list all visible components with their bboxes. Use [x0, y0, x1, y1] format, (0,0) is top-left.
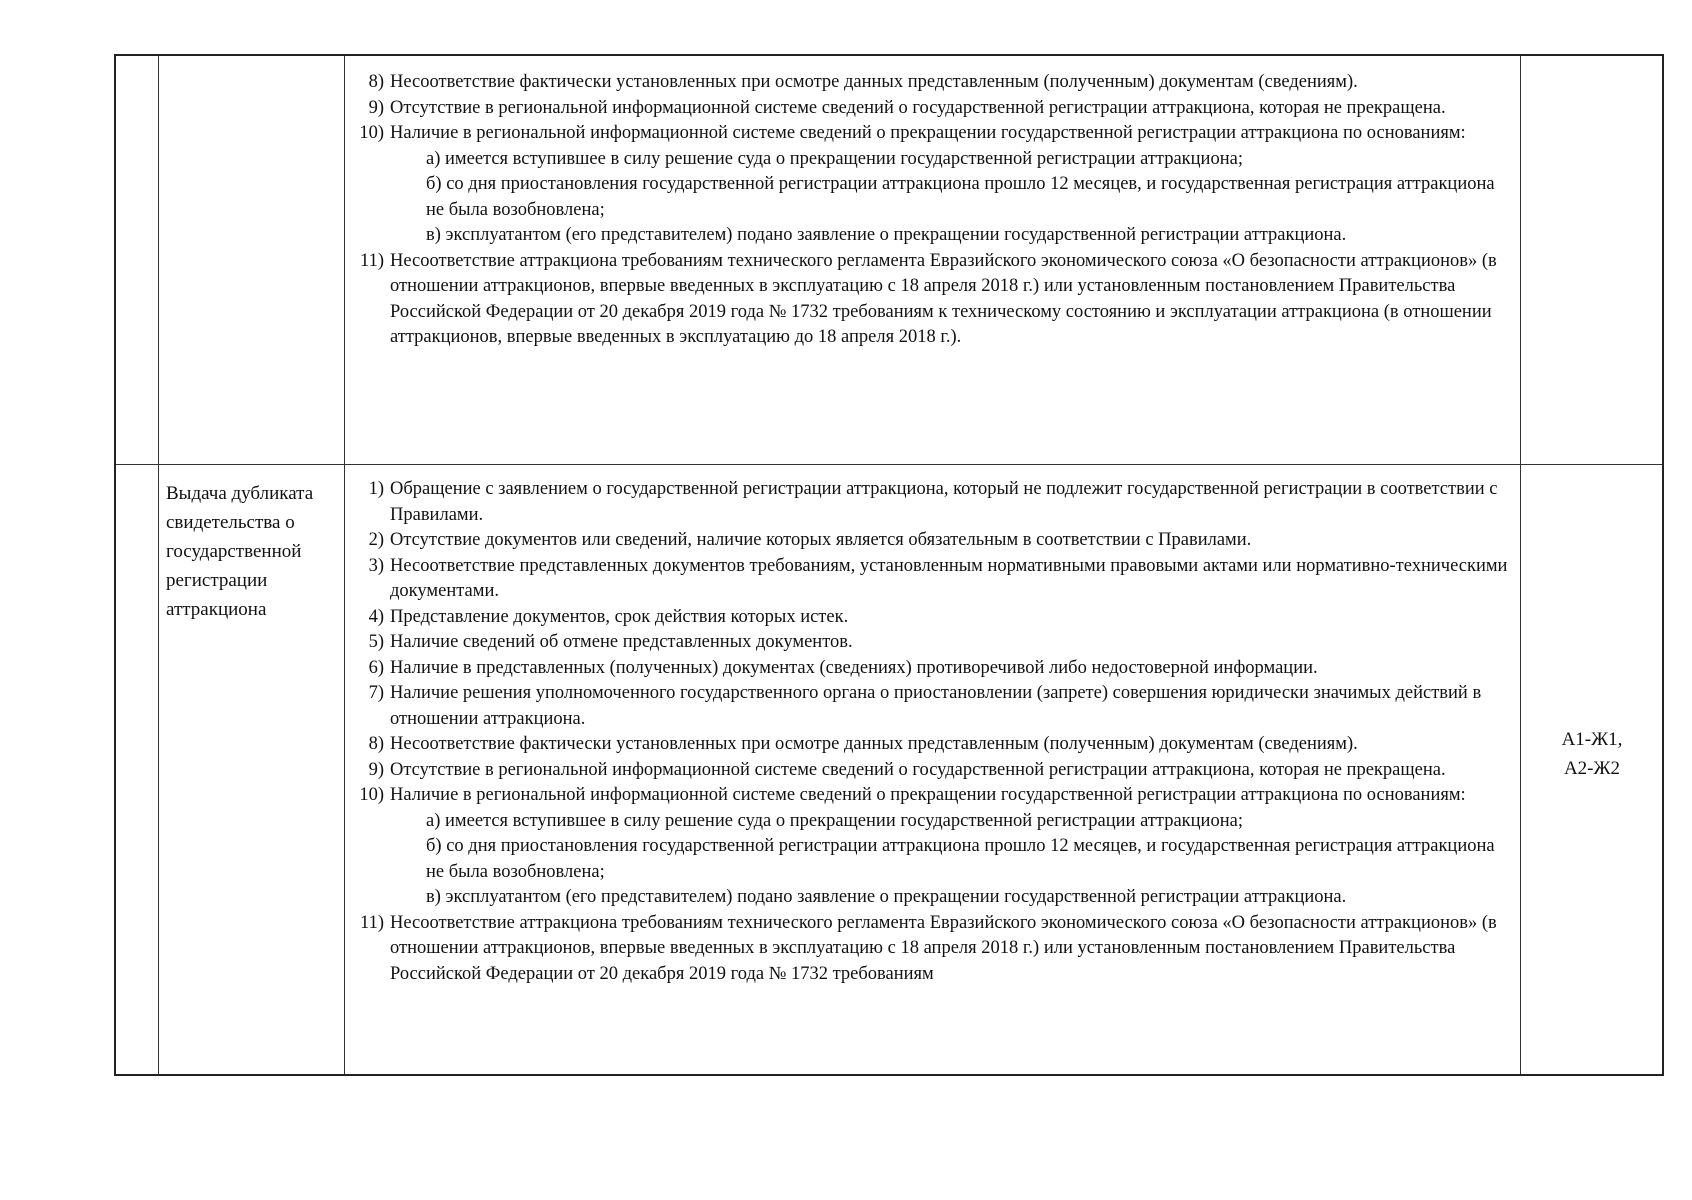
list-item — [354, 528, 1514, 554]
table-row — [116, 465, 1662, 1074]
list-item — [354, 911, 1514, 988]
list-item — [354, 477, 1514, 528]
list-item — [354, 554, 1514, 605]
list-item — [354, 681, 1514, 732]
list-item — [354, 121, 1514, 249]
item-number: 2) — [368, 530, 384, 550]
code-cell: А1-Ж1, А2-Ж2 — [1561, 729, 1623, 779]
item-number: 9) — [368, 97, 384, 118]
item-text: Наличие сведений об отмене представленных документов. — [390, 632, 853, 652]
item-number: 6) — [368, 657, 384, 678]
table-row — [116, 56, 1662, 465]
item-text: Несоответствие фактически установленных при осмотре данных представленным (полученным) документам (сведениям). — [390, 72, 1358, 92]
list-item — [354, 656, 1514, 682]
item-number: 4) — [368, 606, 384, 627]
item-number: 10) — [359, 785, 384, 805]
sub-item-text: б) со дня приостановления государственной регистрации аттракциона прошло 12 месяцев, и государственная регистрация аттракциона не была возобновлена; — [426, 174, 1495, 220]
item-number: 10) — [359, 123, 384, 143]
item-number: 7) — [368, 683, 384, 703]
list-item — [354, 630, 1514, 656]
list-item — [354, 783, 1514, 911]
item-number: 1) — [368, 479, 384, 499]
item-text: Отсутствие в региональной информационной системе сведений о государственной регистрации аттракциона, которая не прекращена. — [390, 97, 1446, 118]
item-text: Наличие в региональной информационной системе сведений о прекращении государственной регистрации аттракциона по основаниям: — [390, 123, 1466, 143]
item-text: Наличие решения уполномоченного государственного органа о приостановлении (запрете) совершения юридически значимых действий в отношении аттракциона. — [390, 683, 1482, 729]
item-text: Представление документов, срок действия которых истек. — [390, 606, 849, 627]
item-text: Обращение с заявлением о государственной регистрации аттракциона, который не подлежит государственной регистрации в соответствии с Правилами. — [390, 479, 1498, 525]
list-item — [354, 249, 1514, 351]
item-text: Наличие в региональной информационной системе сведений о прекращении государственной регистрации аттракциона по основаниям: — [390, 785, 1466, 805]
sub-item-text: в) эксплуатантом (его представителем) подано заявление о прекращении государственной регистрации аттракциона. — [426, 887, 1347, 907]
sub-item-text: а) имеется вступившее в силу решение суда о прекращении государственной регистрации аттракциона; — [426, 810, 1243, 831]
refusal-grounds-list — [354, 70, 1514, 351]
item-number: 5) — [368, 632, 384, 652]
list-item — [354, 96, 1514, 122]
service-name-cell: Выдача дубликата свидетельства о государственной регистрации аттракциона — [166, 483, 314, 620]
item-text: Наличие в представленных (полученных) документах (сведениях) противоречивой либо недостоверной информации. — [390, 657, 1318, 678]
item-text: Отсутствие документов или сведений, наличие которых является обязательным в соответствии с Правилами. — [390, 530, 1252, 550]
grounds-table — [114, 54, 1664, 1076]
item-text: Отсутствие в региональной информационной системе сведений о государственной регистрации аттракциона, которая не прекращена. — [390, 759, 1446, 780]
sub-item-text: б) со дня приостановления государственной регистрации аттракциона прошло 12 месяцев, и государственная регистрация аттракциона не была возобновлена; — [426, 836, 1495, 882]
item-number: 3) — [368, 555, 384, 576]
item-text: Несоответствие аттракциона требованиям технического регламента Евразийского экономического союза «О безопасности аттракционов» (в отношении аттракционов, впервые введенных в эксплуатацию с 18 апреля 2018 г.) или установленным постановлением Правительства Российской Федерации от 20 декабря 2019 года № 1732 требованиям к техническому состоянию и эксплуатации аттракциона (в отношении аттракционов, впервые введенных в эксплуатацию до 18 апреля 2018 г.). — [390, 250, 1497, 347]
sub-item-text: в) эксплуатантом (его представителем) подано заявление о прекращении государственной регистрации аттракциона. — [426, 225, 1347, 245]
item-text: Несоответствие аттракциона требованиям технического регламента Евразийского экономического союза «О безопасности аттракционов» (в отношении аттракционов, впервые введенных в эксплуатацию с 18 апреля 2018 г.) или установленным постановлением Правительства Российской Федерации от 20 декабря 2019 года № 1732 требованиям — [390, 912, 1497, 984]
item-number: 8) — [368, 72, 384, 92]
list-item — [354, 70, 1514, 96]
item-text: Несоответствие фактически установленных при осмотре данных представленным (полученным) документам (сведениям). — [390, 734, 1358, 754]
list-item — [354, 758, 1514, 784]
sub-item-text: а) имеется вступившее в силу решение суда о прекращении государственной регистрации аттракциона; — [426, 148, 1243, 169]
item-text: Несоответствие представленных документов требованиям, установленным нормативными правовыми актами или нормативно-техническими документами. — [390, 555, 1508, 601]
item-number: 8) — [368, 734, 384, 754]
item-number: 11) — [360, 912, 384, 933]
refusal-grounds-list — [354, 477, 1514, 987]
list-item — [354, 605, 1514, 631]
item-number: 9) — [368, 759, 384, 780]
item-number: 11) — [360, 250, 384, 271]
list-item — [354, 732, 1514, 758]
